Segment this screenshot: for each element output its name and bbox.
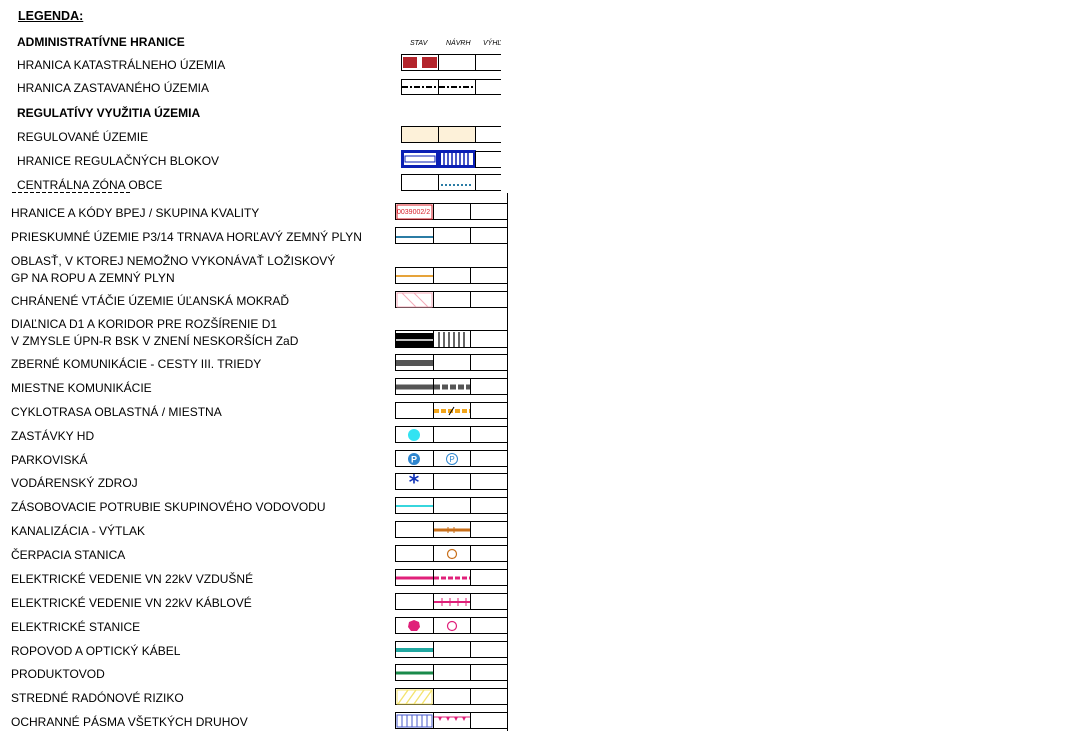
svg-text:P: P [410, 454, 418, 465]
symbol-cyklotrasa-stav [395, 402, 434, 419]
symbol-vn-vzdusne-vyhl [470, 569, 508, 586]
symbol-miestne-navrh [433, 378, 471, 395]
symbol-bpej-vyhl [470, 203, 508, 220]
bloky-navrh [438, 150, 476, 168]
symbol-oblast-navrh [433, 267, 471, 284]
symbol-kanalizacia-vyhl [470, 521, 508, 538]
symbol-el-stanice-navrh [433, 617, 471, 634]
symbol-zasobovacie-vyhl [470, 497, 508, 514]
legend-item-zastavky: ZASTÁVKY HD [11, 429, 95, 443]
symbol-ochranne-navrh [433, 712, 471, 729]
symbol-vn-kablove-navrh [433, 593, 471, 610]
symbol-radon-vyhl [470, 688, 508, 705]
legend-item-ropovod: ROPOVOD A OPTICKÝ KÁBEL [11, 644, 181, 658]
legend-item-ochranne: OCHRANNÉ PÁSMA VŠETKÝCH DRUHOV [11, 715, 248, 729]
legend-title: LEGENDA: [18, 9, 84, 23]
katastral-stav [401, 54, 439, 71]
legend-item-bpej: HRANICE A KÓDY BPEJ / SKUPINA KVALITY [11, 206, 260, 220]
regulovane-stav [401, 126, 439, 143]
column-header-stav: STAV [410, 40, 428, 47]
symbol-radon-navrh [433, 688, 471, 705]
legend-item-cerpacia: ČERPACIA STANICA [11, 548, 126, 562]
legend-item-vtacie: CHRÁNENÉ VTÁČIE ÚZEMIE ÚĽANSKÁ MOKRAĎ [11, 294, 290, 308]
symbol-produktovod-navrh [433, 664, 471, 681]
legend-item-kanalizacia: KANALIZÁCIA - VÝTLAK [11, 524, 146, 538]
zastavane-vyhl [475, 79, 501, 95]
symbol-vodarensky-navrh [433, 473, 471, 490]
legend-item-parkoviska: PARKOVISKÁ [11, 453, 88, 467]
section-title-admin: ADMINISTRATÍVNE HRANICE [17, 35, 185, 49]
symbol-parkoviska-vyhl [470, 450, 508, 467]
bloky-vyhl [475, 151, 501, 168]
bpej-code: 0039002/2 [397, 209, 431, 216]
katastral-navrh [438, 54, 476, 71]
column-header-vyhl: VÝHĽ [483, 40, 502, 47]
legend-item-vodarensky: VODÁRENSKÝ ZDROJ [11, 476, 138, 490]
symbol-zastavky-stav [395, 426, 434, 443]
symbol-zastavky-vyhl [470, 426, 508, 443]
svg-text:P: P [449, 455, 455, 464]
legend-item-bloky: HRANICE REGULAČNÝCH BLOKOV [17, 154, 220, 168]
svg-text:*: * [408, 470, 420, 494]
symbol-dialnica-vyhl [470, 330, 508, 348]
katastral-vyhl [475, 54, 501, 71]
legend-item-oblast-line1: OBLASŤ, V KTOREJ NEMOŽNO VYKONÁVAŤ LOŽISKOVÝ [11, 254, 336, 268]
symbol-parkoviska-stav [395, 450, 434, 467]
symbol-oblast-stav [395, 267, 434, 284]
symbol-cyklotrasa-navrh [433, 402, 471, 419]
symbol-miestne-vyhl [470, 378, 508, 395]
symbol-vn-vzdusne-stav [395, 569, 434, 586]
symbol-ropovod-stav [395, 641, 434, 658]
symbol-prieskumne-vyhl [470, 227, 508, 244]
symbol-vn-kablove-vyhl [470, 593, 508, 610]
symbol-zasobovacie-stav [395, 497, 434, 514]
legend-item-prieskumne: PRIESKUMNÉ ÚZEMIE P3/14 TRNAVA HORĽAVÝ ZEMNÝ PLYN [11, 230, 362, 244]
zastavane-navrh [438, 79, 476, 95]
section-title-regulativy: REGULATÍVY VYUŽITIA ÚZEMIA [17, 106, 201, 120]
legend-item-vn-vzdusne: ELEKTRICKÉ VEDENIE VN 22kV VZDUŠNÉ [11, 572, 254, 586]
symbol-bpej-stav [395, 203, 434, 220]
legend-item-dialnica-line1: DIAĽNICA D1 A KORIDOR PRE ROZŠÍRENIE D1 [11, 317, 278, 331]
column-header-navrh: NÁVRH [446, 40, 471, 47]
legend-item-el-stanice: ELEKTRICKÉ STANICE [11, 620, 141, 634]
legend-item-regulovane: REGULOVANÉ ÚZEMIE [17, 130, 149, 144]
centralna-navrh [438, 174, 476, 191]
symbol-prieskumne-navrh [433, 227, 471, 244]
symbol-vodarensky-stav [395, 470, 434, 494]
legend-item-zberne: ZBERNÉ KOMUNIKÁCIE - CESTY III. TRIEDY [11, 357, 262, 371]
symbol-zastavky-navrh [433, 426, 471, 443]
symbol-cyklotrasa-vyhl [470, 402, 508, 419]
symbol-produktovod-vyhl [470, 664, 508, 681]
symbol-kanalizacia-navrh [433, 521, 471, 538]
symbol-vtacie-stav [395, 291, 434, 308]
symbol-ropovod-navrh [433, 641, 471, 658]
symbol-el-stanice-vyhl [470, 617, 508, 634]
legend-item-centralna: CENTRÁLNA ZÓNA OBCE [17, 178, 163, 192]
zastavane-stav [401, 79, 439, 95]
legend-item-zastavane: HRANICA ZASTAVANÉHO ÚZEMIA [17, 81, 210, 95]
bloky-stav [401, 150, 439, 168]
legend-item-vn-kablove: ELEKTRICKÉ VEDENIE VN 22kV KÁBLOVÉ [11, 596, 252, 610]
symbol-zberne-vyhl [470, 354, 508, 371]
symbol-cerpacia-vyhl [470, 545, 508, 562]
symbol-dialnica-stav [395, 330, 434, 348]
symbol-dialnica-navrh [433, 330, 471, 348]
legend-item-produktovod: PRODUKTOVOD [11, 667, 105, 681]
legend-item-cyklotrasa: CYKLOTRASA OBLASTNÁ / MIESTNA [11, 405, 222, 419]
regulovane-navrh [438, 126, 476, 143]
symbol-vodarensky-vyhl [470, 473, 508, 490]
centralna-stav [401, 174, 439, 191]
hidden-heading-fragment [12, 191, 132, 194]
legend-item-zasobovacie: ZÁSOBOVACIE POTRUBIE SKUPINOVÉHO VODOVODU [11, 500, 326, 514]
symbol-vtacie-vyhl [470, 291, 508, 308]
legend-item-radon: STREDNÉ RADÓNOVÉ RIZIKO [11, 691, 184, 705]
legend-item-dialnica-line2: V ZMYSLE ÚPN-R BSK V ZNENÍ NESKORŠÍCH ZaD [11, 334, 299, 348]
symbol-cerpacia-stav [395, 545, 434, 562]
symbol-zberne-navrh [433, 354, 471, 371]
symbol-cerpacia-navrh [433, 545, 471, 562]
symbol-zasobovacie-navrh [433, 497, 471, 514]
symbol-ochranne-stav [395, 712, 434, 729]
symbol-parkoviska-navrh [433, 450, 471, 467]
regulovane-vyhl [475, 126, 501, 143]
legend-item-oblast-line2: GP NA ROPU A ZEMNÝ PLYN [11, 271, 175, 285]
symbol-vn-vzdusne-navrh [433, 569, 471, 586]
symbol-el-stanice-stav [395, 617, 434, 634]
symbol-ochranne-vyhl [470, 712, 508, 729]
symbol-ropovod-vyhl [470, 641, 508, 658]
legend-item-katastral: HRANICA KATASTRÁLNEHO ÚZEMIA [17, 58, 226, 72]
legend-item-miestne: MIESTNE KOMUNIKÁCIE [11, 381, 152, 395]
symbol-vtacie-navrh [433, 291, 471, 308]
symbol-zberne-stav [395, 354, 434, 371]
symbol-bpej-navrh [433, 203, 471, 220]
symbol-kanalizacia-stav [395, 521, 434, 538]
symbol-produktovod-stav [395, 664, 434, 681]
centralna-vyhl [475, 174, 501, 191]
symbol-oblast-vyhl [470, 267, 508, 284]
symbol-prieskumne-stav [395, 227, 434, 244]
symbol-radon-stav [395, 688, 434, 705]
symbol-miestne-stav [395, 378, 434, 395]
symbol-vn-kablove-stav [395, 593, 434, 610]
